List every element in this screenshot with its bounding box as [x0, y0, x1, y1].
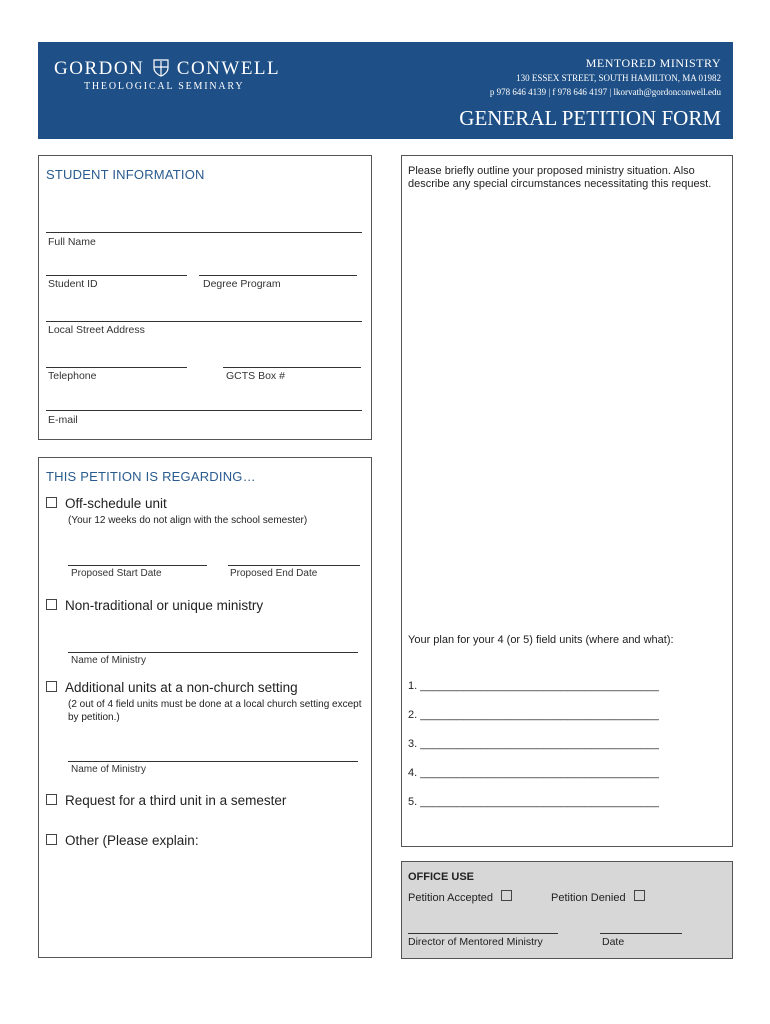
- full-name-field[interactable]: [46, 232, 362, 233]
- degree-program-field[interactable]: [199, 275, 357, 276]
- plan-row[interactable]: 3. _______________________________________: [408, 738, 659, 750]
- plan-row[interactable]: 2. _______________________________________: [408, 709, 659, 721]
- off-schedule-label: Off-schedule unit: [65, 496, 167, 511]
- option-non-traditional[interactable]: [46, 598, 263, 613]
- proposed-start-date-label: Proposed Start Date: [71, 568, 162, 579]
- additional-units-checkbox[interactable]: [46, 681, 57, 692]
- form-title: GENERAL PETITION FORM: [459, 106, 721, 130]
- office-date-field[interactable]: [600, 933, 682, 934]
- logo-left-text: GORDON: [54, 58, 145, 79]
- third-unit-checkbox[interactable]: [46, 794, 57, 805]
- outline-prompt: Please briefly outline your proposed ministry situation. Also describe any special circumstances necessitating this request.: [408, 165, 712, 190]
- ministry-name-field[interactable]: [68, 652, 358, 653]
- additional-units-label: Additional units at a non-church setting: [65, 680, 298, 695]
- office-use-section: [401, 861, 733, 959]
- logo-subtitle: THEOLOGICAL SEMINARY: [84, 81, 245, 92]
- plan-row[interactable]: 1. _______________________________________: [408, 680, 659, 692]
- off-schedule-note: (Your 12 weeks do not align with the school semester): [68, 515, 308, 526]
- ministry-name-label: Name of Ministry: [71, 655, 147, 666]
- street-address-label: Local Street Address: [48, 324, 145, 336]
- student-information-section: [38, 155, 372, 440]
- option-additional-units[interactable]: [46, 680, 298, 695]
- header-banner: [38, 42, 733, 139]
- degree-program-label: Degree Program: [203, 278, 281, 290]
- petition-denied-option[interactable]: [551, 890, 653, 904]
- telephone-field[interactable]: [46, 367, 187, 368]
- gcts-box-field[interactable]: [223, 367, 361, 368]
- ministry-name-label-2: Name of Ministry: [71, 764, 147, 775]
- other-label: Other (Please explain:: [65, 833, 199, 848]
- option-off-schedule[interactable]: [46, 496, 167, 511]
- department-name: MENTORED MINISTRY: [585, 56, 721, 70]
- ministry-outline-section: [401, 155, 733, 847]
- non-traditional-label: Non-traditional or unique ministry: [65, 598, 264, 613]
- petition-regarding-title: THIS PETITION IS REGARDING…: [46, 469, 256, 484]
- proposed-end-date-label: Proposed End Date: [230, 568, 318, 579]
- department-contact: p 978 646 4139 | f 978 646 4197 | lkorvath@gordonconwell.edu: [489, 87, 721, 97]
- option-third-unit[interactable]: [46, 793, 286, 808]
- petition-regarding-section: [38, 457, 372, 958]
- petition-denied-checkbox[interactable]: [634, 890, 645, 901]
- office-date-label: Date: [602, 936, 625, 948]
- gcts-box-label: GCTS Box #: [226, 370, 285, 382]
- director-label: Director of Mentored Ministry: [408, 936, 543, 948]
- department-address: 130 ESSEX STREET, SOUTH HAMILTON, MA 01982: [516, 73, 721, 83]
- logo: [54, 58, 280, 80]
- plan-row[interactable]: 5. _______________________________________: [408, 796, 659, 808]
- proposed-end-date-field[interactable]: [228, 565, 360, 566]
- third-unit-label: Request for a third unit in a semester: [65, 793, 287, 808]
- petition-accepted-label: Petition Accepted: [408, 892, 494, 904]
- student-info-title: STUDENT INFORMATION: [46, 167, 205, 182]
- student-id-field[interactable]: [46, 275, 187, 276]
- other-checkbox[interactable]: [46, 834, 57, 845]
- full-name-label: Full Name: [48, 236, 96, 248]
- student-id-label: Student ID: [48, 278, 98, 290]
- shield-icon: [153, 59, 169, 77]
- petition-accepted-option[interactable]: [408, 890, 520, 904]
- plan-row[interactable]: 4. _______________________________________: [408, 767, 659, 779]
- office-use-title: OFFICE USE: [408, 871, 475, 883]
- email-field[interactable]: [46, 410, 362, 411]
- email-label: E-mail: [48, 414, 78, 426]
- additional-units-note: (2 out of 4 field units must be done at a local church setting except by petition.): [68, 699, 362, 723]
- petition-denied-label: Petition Denied: [551, 892, 626, 904]
- option-other[interactable]: [46, 833, 199, 848]
- logo-right-text: CONWELL: [176, 58, 281, 79]
- street-address-field[interactable]: [46, 321, 362, 322]
- off-schedule-checkbox[interactable]: [46, 497, 57, 508]
- proposed-start-date-field[interactable]: [68, 565, 207, 566]
- ministry-name-field-2[interactable]: [68, 761, 358, 762]
- director-signature-field[interactable]: [408, 933, 558, 934]
- petition-accepted-checkbox[interactable]: [501, 890, 512, 901]
- non-traditional-checkbox[interactable]: [46, 599, 57, 610]
- telephone-label: Telephone: [48, 370, 97, 382]
- plan-prompt: Your plan for your 4 (or 5) field units (where and what):: [408, 634, 674, 646]
